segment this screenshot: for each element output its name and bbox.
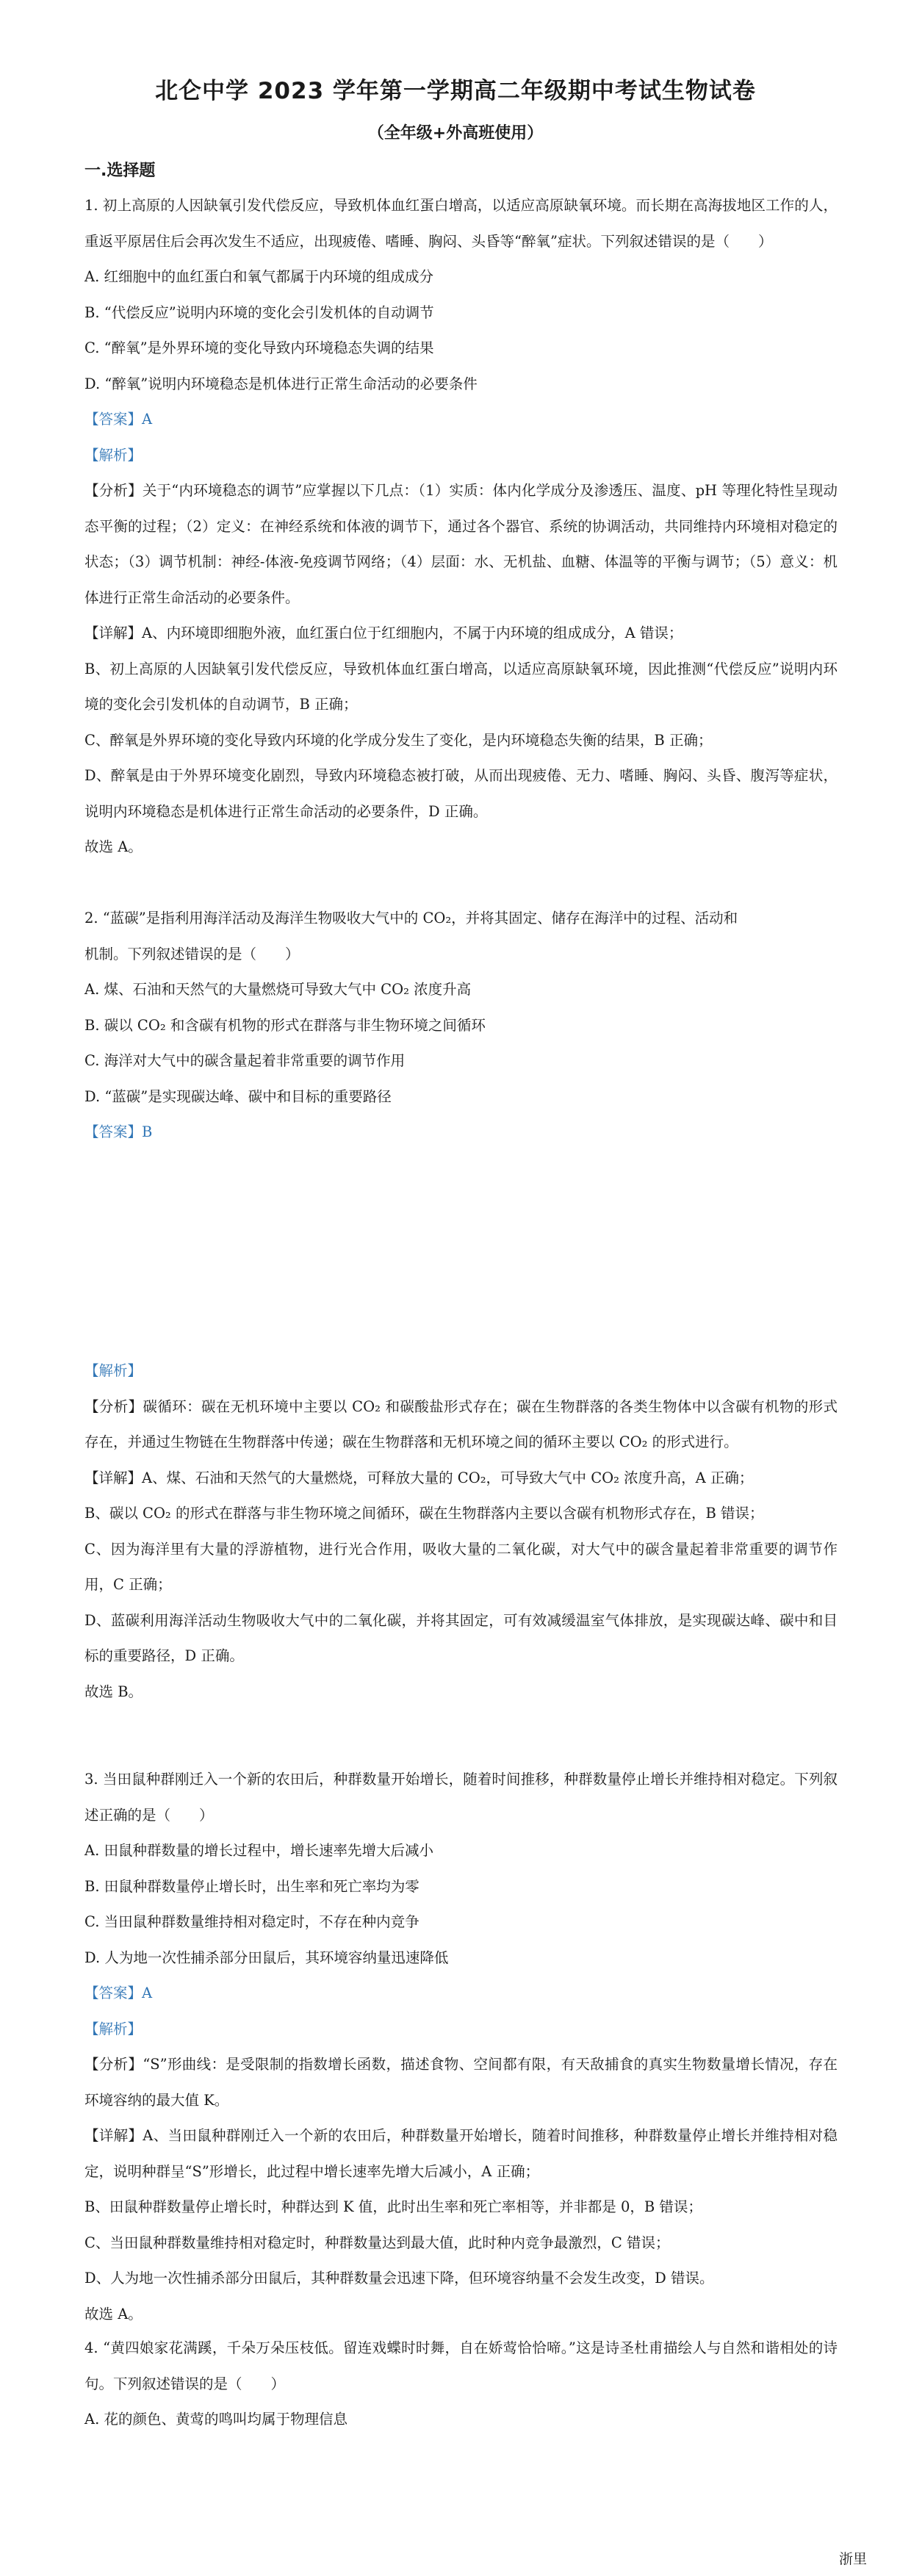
option-c: C. 当田鼠种群数量维持相对稳定时，不存在种内竞争	[84, 1913, 420, 1930]
detail-a: 【详解】A、内环境即细胞外液，血红蛋白位于红细胞内，不属于内环境的组成成分，A 错误；	[84, 625, 683, 641]
detail-c: C、当田鼠种群数量维持相对稳定时，种群数量达到最大值，此时种内竞争最激烈，C 错误；	[84, 2234, 670, 2251]
detail-a: 【详解】A、煤、石油和天然气的大量燃烧，可释放大量的 CO₂，可导致大气中 CO₂ 浓度升高，A 正确；	[84, 1469, 754, 1486]
option-a: A. 红细胞中的血红蛋白和氧气都属于内环境的组成成分	[84, 268, 433, 285]
option-c: C. “醉氧”是外界环境的变化导致内环境稳态失调的结果	[84, 339, 434, 356]
conclusion: 故选 B。	[84, 1683, 143, 1700]
page-footer: 浙里	[838, 2551, 867, 2567]
analysis-text: 【分析】关于“内环境稳态的调节”应掌握以下几点：（1）实质：体内化学成分及渗透压、温度、pH 等理化特性呈现动态平衡的过程；（2）定义：在神经系统和体液的调节下，通过各个器官、系统的协调活动，共同维持内环境相对稳定的状态；（3）调节机制：神经-体液-免疫调节网络；（4）层面：水、无机盐、血糖、体温等的平衡与调节；（5）意义：机体进行正常生命活动的必要条件。	[84, 482, 838, 606]
detail-b: B、碳以 CO₂ 的形式在群落与非生物环境之间循环，碳在生物群落内主要以含碳有机物形式存在，B 错误；	[84, 1505, 764, 1522]
question-stem: 1. 初上高原的人因缺氧引发代偿反应，导致机体血红蛋白增高，以适应高原缺氧环境。而长期在高海拔地区工作的人，重返平原居住后会再次发生不适应，出现疲倦、嗜睡、胸闷、头昏等“醉氧”症状。下列叙述错误的是（ ）	[84, 197, 838, 250]
section-heading: 一.选择题	[84, 162, 156, 180]
detail-d: D、人为地一次性捕杀部分田鼠后，其种群数量会迅速下降，但环境容纳量不会发生改变，D 错误。	[84, 2270, 714, 2287]
option-a: A. 花的颜色、黄莺的鸣叫均属于物理信息	[84, 2411, 348, 2428]
analysis-text: 【分析】碳循环：碳在无机环境中主要以 CO₂ 和碳酸盐形式存在；碳在生物群落的各类生物体中以含碳有机物的形式存在，并通过生物链在生物群落中传递；碳在生物群落和无机环境之间的循环主要以 CO₂ 的形式进行。	[84, 1397, 838, 1450]
page-title: 北仑中学 2023 学年第一学期高二年级期中考试生物试卷	[155, 78, 756, 104]
option-c: C. 海洋对大气中的碳含量起着非常重要的调节作用	[84, 1052, 406, 1069]
question-stem-line-1: 2. “蓝碳”是指利用海洋活动及海洋生物吸收大气中的 CO₂，并将其固定、储存在海洋中的过程、活动和	[84, 910, 738, 927]
option-b: B. 田鼠种群数量停止增长时，出生率和死亡率均为零	[84, 1877, 420, 1895]
detail-c: C、因为海洋里有大量的浮游植物，进行光合作用，吸收大量的二氧化碳，对大气中的碳含量起着非常重要的调节作用，C 正确；	[84, 1540, 838, 1593]
option-b: B. 碳以 CO₂ 和含碳有机物的形式在群落与非生物环境之间循环	[84, 1016, 486, 1034]
question-2	[84, 901, 838, 1151]
option-d: D. “蓝碳”是实现碳达峰、碳中和目标的重要路径	[84, 1087, 392, 1105]
analysis-label: 【解析】	[84, 446, 143, 464]
detail-b: B、初上高原的人因缺氧引发代偿反应，导致机体血红蛋白增高，以适应高原缺氧环境，因此推测“代偿反应”说明内环境的变化会引发机体的自动调节，B 正确；	[84, 660, 838, 713]
detail-d: D、蓝碳利用海洋活动生物吸收大气中的二氧化碳，并将其固定，可有效减缓温室气体排放，是实现碳达峰、碳中和目标的重要路径，D 正确。	[84, 1611, 838, 1664]
answer: 【答案】A	[84, 411, 153, 428]
detail-b: B、田鼠种群数量停止增长时，种群达到 K 值，此时出生率和死亡率相等，并非都是 0，B 错误；	[84, 2198, 702, 2215]
analysis-label: 【解析】	[84, 1362, 143, 1379]
answer: 【答案】A	[84, 1985, 153, 2001]
option-d: D. “醉氧”说明内环境稳态是机体进行正常生命活动的必要条件	[84, 375, 478, 392]
option-d: D. 人为地一次性捕杀部分田鼠后，其环境容纳量迅速降低	[84, 1949, 449, 1966]
detail-d: D、醉氧是由于外界环境变化剧烈，导致内环境稳态被打破，从而出现疲倦、无力、嗜睡、胸闷、头昏、腹泻等症状，说明内环境稳态是机体进行正常生命活动的必要条件，D 正确。	[84, 767, 838, 820]
question-3	[84, 1762, 838, 2332]
detail-c: C、醉氧是外界环境的变化导致内环境的化学成分发生了变化，是内环境稳态失衡的结果，B 正确；	[84, 731, 713, 749]
question-1	[84, 188, 838, 866]
question-stem: 3. 当田鼠种群刚迁入一个新的农田后，种群数量开始增长，随着时间推移，种群数量停止增长并维持相对稳定。下列叙述正确的是（ ）	[84, 1771, 838, 1824]
question-stem: 4. “黄四娘家花满蹊，千朵万朵压枝低。留连戏蝶时时舞，自在娇莺恰恰啼。”这是诗圣杜甫描绘人与自然和谐相处的诗句。下列叙述错误的是（ ）	[84, 2339, 838, 2392]
question-2-analysis	[84, 1353, 838, 1710]
option-a: A. 煤、石油和天然气的大量燃烧可导致大气中 CO₂ 浓度升高	[84, 981, 472, 998]
question-stem-line-2: 机制。下列叙述错误的是（ ）	[84, 945, 300, 963]
option-b: B. “代偿反应”说明内环境的变化会引发机体的自动调节	[84, 303, 434, 321]
analysis-label: 【解析】	[84, 2020, 143, 2037]
analysis-text: 【分析】“S”形曲线：是受限制的指数增长函数，描述食物、空间都有限，有天敌捕食的真实生物数量增长情况，存在环境容纳的最大值 K。	[84, 2056, 838, 2109]
conclusion: 故选 A。	[84, 2305, 143, 2323]
page-subtitle: （全年级+外高班使用）	[367, 124, 544, 143]
question-4	[84, 2331, 838, 2438]
answer: 【答案】B	[84, 1123, 153, 1140]
conclusion: 故选 A。	[84, 838, 143, 855]
detail-a: 【详解】A、当田鼠种群刚迁入一个新的农田后，种群数量开始增长，随着时间推移，种群数量停止增长并维持相对稳定，说明种群呈“S”形增长，此过程中增长速率先增大后减小，A 正确；	[84, 2127, 838, 2180]
option-a: A. 田鼠种群数量的增长过程中，增长速率先增大后减小	[84, 1842, 433, 1859]
